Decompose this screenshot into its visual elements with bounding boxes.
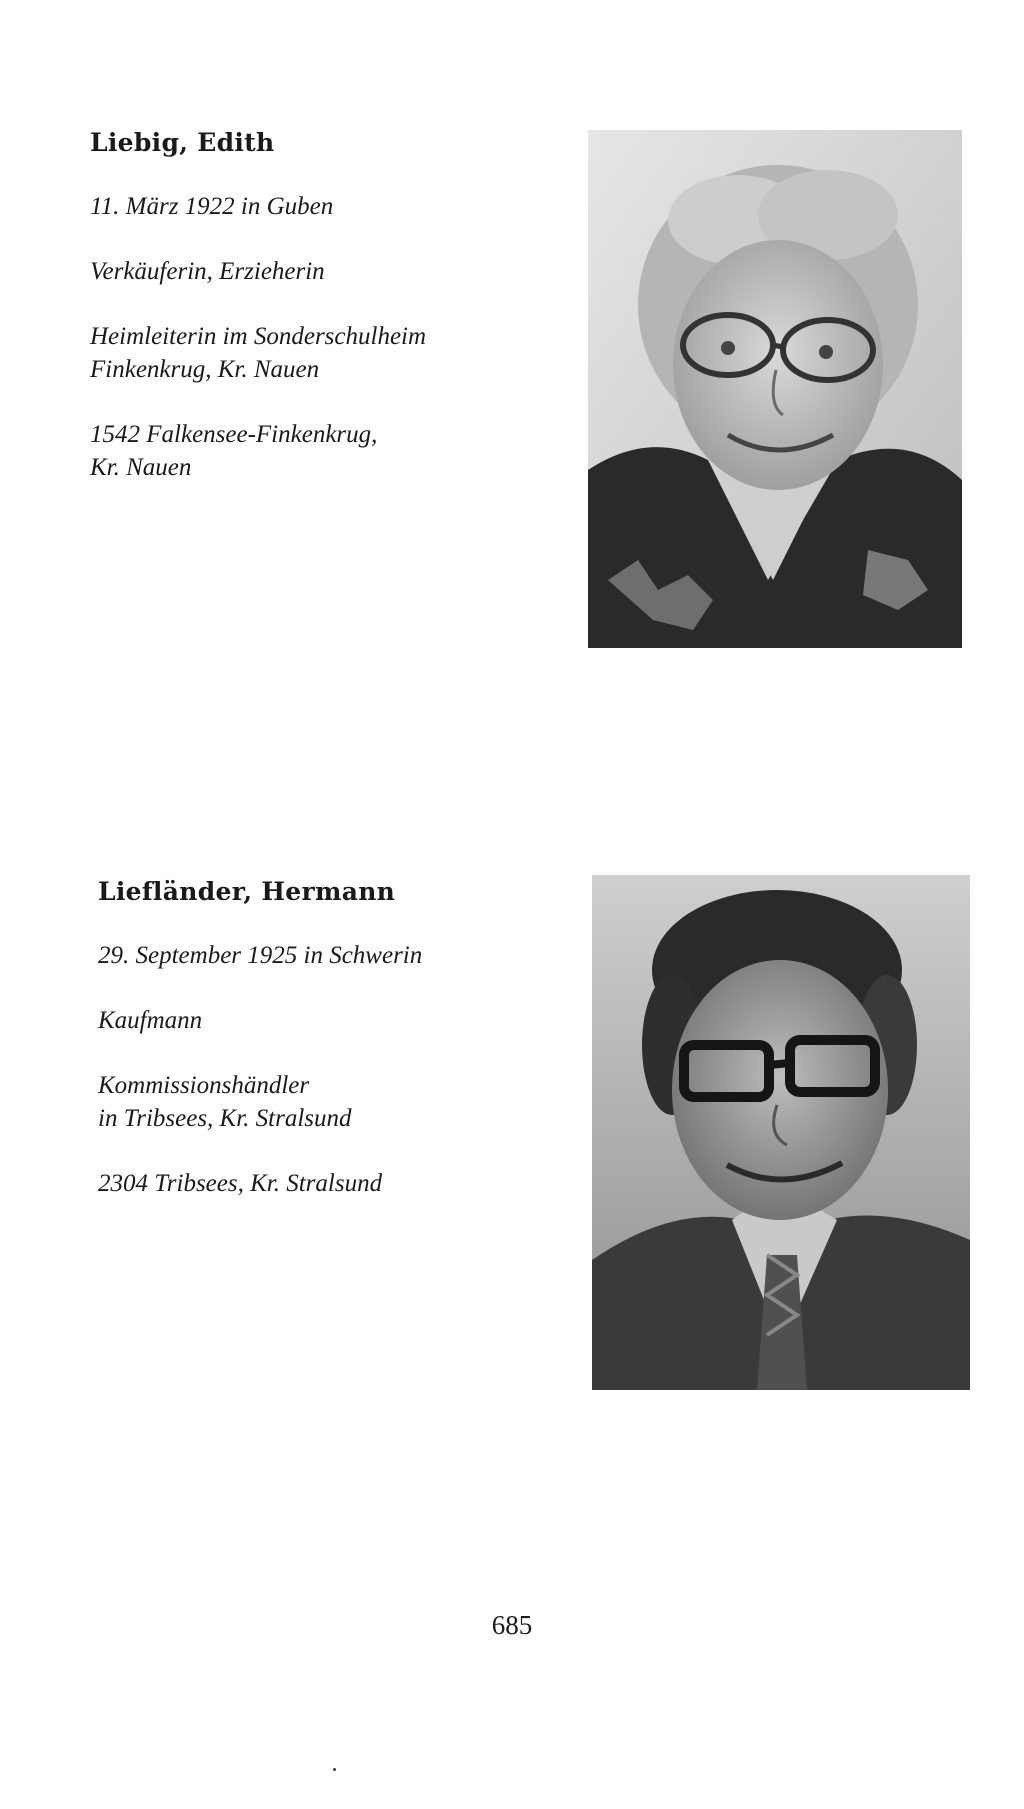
entry-name: Liebig, Edith — [90, 128, 275, 157]
entry-occupation: Verkäuferin, Erzieherin — [90, 258, 325, 285]
entry-address: 2304 Tribsees, Kr. Stralsund — [98, 1170, 383, 1197]
scan-speck — [333, 1768, 336, 1771]
entry-position-line-2: Finkenkrug, Kr. Nauen — [90, 356, 320, 383]
entry-birth: 11. März 1922 in Guben — [90, 193, 334, 220]
entry-position-line-2: in Tribsees, Kr. Stralsund — [98, 1105, 352, 1132]
entry-address-line-1: 1542 Falkensee-Finkenkrug, — [90, 421, 378, 448]
entry-name: Liefländer, Hermann — [98, 877, 396, 906]
page-number: 685 — [491, 1610, 533, 1640]
entry-address-line-2: Kr. Nauen — [90, 454, 192, 481]
portrait-photo — [592, 875, 970, 1390]
portrait-photo — [588, 130, 962, 648]
entry-position-line-1: Heimleiterin im Sonderschulheim — [90, 323, 427, 350]
entry-birth: 29. September 1925 in Schwerin — [98, 942, 423, 969]
entry-occupation: Kaufmann — [98, 1007, 203, 1034]
entry-position-line-1: Kommissionshändler — [98, 1072, 310, 1099]
